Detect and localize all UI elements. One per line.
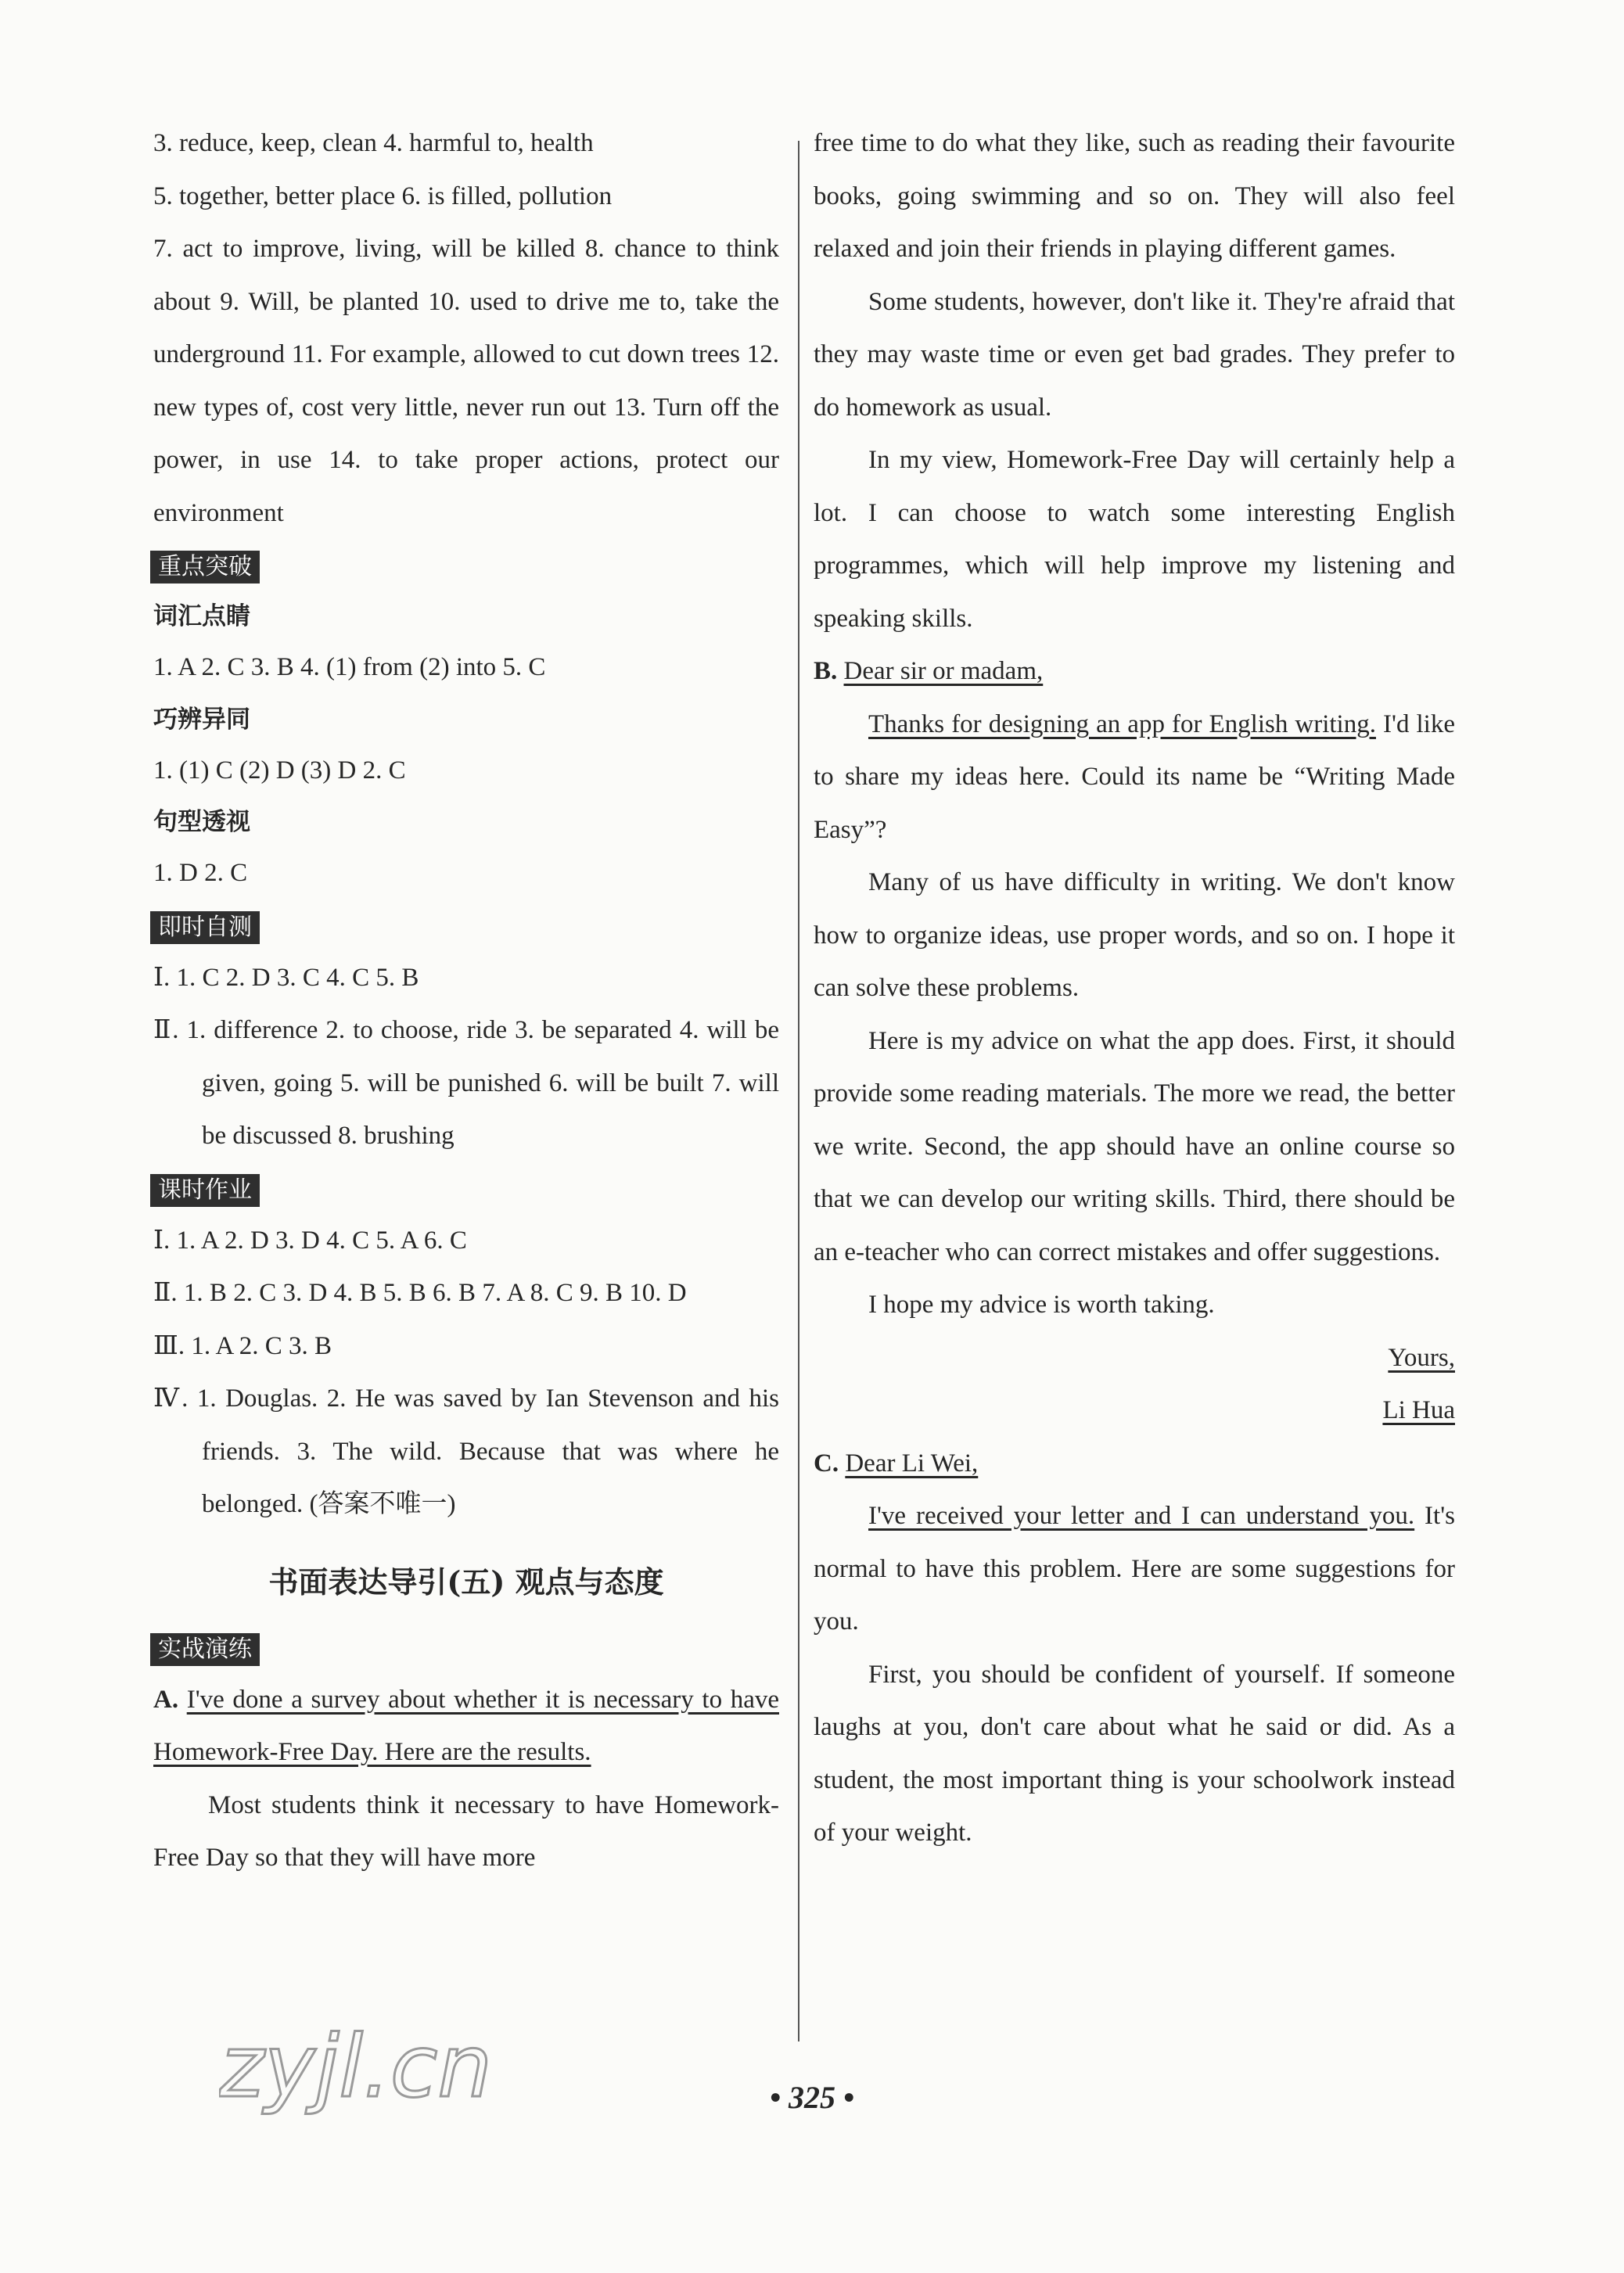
essay-paragraph [814, 698, 1455, 857]
answer-line: 5. together, better place 6. is filled, pollution [153, 181, 613, 210]
essay-paragraph: Some students, however, don't like it. They're afraid that they may waste time or even get bad grades. They prefer to do homework as usual. [814, 287, 1455, 422]
underlined-sentence: I've received your letter and I can understand you. [868, 1502, 1415, 1530]
essay-paragraph: Here is my advice on what the app does. First, it should provide some reading materials. The more we read, the better we write. Second, the app should have an online course so that we can develop our writing skills. Third, there should be an e-teacher who can correct mistakes and offer suggestions. [814, 1026, 1455, 1266]
essay-paragraph: In my view, Homework-Free Day will certainly help a lot. I can choose to watch some interesting English programmes, which will help improve my listening and speaking skills. [814, 446, 1455, 633]
section-tag-shizhan: 实战演练 [150, 1633, 260, 1666]
essay-paragraph: I hope my advice is worth taking. [868, 1291, 1215, 1319]
answer-line: 1. (1) C (2) D (3) D 2. C [153, 756, 406, 785]
signature [814, 1384, 1455, 1438]
item-label: A. [153, 1685, 179, 1714]
closing-text: Yours, [1388, 1343, 1455, 1372]
section-title: 书面表达导引(五) 观点与态度 [268, 1564, 664, 1600]
essay-a-intro [153, 1674, 779, 1779]
essay-paragraph: First, you should be confident of yourself. If someone laughs at you, don't care about what he said or did. As a student, the most important thing is your schoolwork instead of your weight. [814, 1660, 1455, 1847]
underlined-sentence: I've done a survey about whether it is necessary to have Homework-Free Day. Here are the results. [153, 1685, 779, 1766]
essay-paragraph [814, 1490, 1455, 1649]
subheading-cihui: 词汇点睛 [153, 602, 250, 630]
answer-paragraph: Ⅱ. 1. B 2. C 3. D 4. B 5. B 6. B 7. A 8. C 9. B 10. D [153, 1279, 687, 1307]
answer-line: 3. reduce, keep, clean 4. harmful to, health [153, 129, 594, 157]
greeting: Dear sir or madam, [843, 657, 1044, 685]
section-tag-zhongdian: 重点突破 [150, 551, 260, 584]
item-label: B. [814, 657, 838, 685]
answer-paragraph: Ⅱ. 1. difference 2. to choose, ride 3. be separated 4. will be given, going 5. will be punished 6. will be built 7. will be discussed 8. brushing [153, 1016, 779, 1150]
svg-text:zyjl.cn: zyjl.cn [219, 2018, 493, 2117]
essay-paragraph: Most students think it necessary to have Homework-Free Day so that they will have more [153, 1790, 779, 1872]
left-column [153, 117, 779, 1885]
right-column [814, 117, 1455, 1860]
essay-paragraph: free time to do what they like, such as reading their favourite books, going swimming and so on. They will also feel relaxed and join their friends in playing different games. [814, 129, 1455, 263]
greeting: Dear Li Wei, [845, 1449, 979, 1478]
subheading-juxing: 句型透视 [153, 808, 250, 836]
answer-paragraph: 7. act to improve, living, will be killed 8. chance to think about 9. Will, be planted 10. used to drive me to, take the underground 11. For example, allowed to cut down trees 12. new types of, cost very little, never run out 13. Turn off the power, in use 14. to take proper actions, protect our environment [153, 235, 779, 527]
sentence-rest: I'd like to share my ideas here. Could its name be “Writing Made Easy”? [814, 709, 1456, 844]
page-number: • 325 • [769, 2080, 854, 2115]
signature-text: Li Hua [1382, 1396, 1455, 1424]
section-tag-keshi: 课时作业 [150, 1174, 260, 1207]
answer-paragraph: Ⅳ. 1. Douglas. 2. He was saved by Ian Stevenson and his friends. 3. The wild. Because that was where he belonged. (答案不唯一) [153, 1384, 779, 1518]
section-tag-jishi: 即时自测 [150, 911, 260, 944]
underlined-sentence: Thanks for designing an app for English writing. [868, 709, 1376, 738]
essay-b-greeting [814, 645, 1455, 698]
column-divider [798, 141, 799, 2041]
answer-line: Ⅰ. 1. A 2. D 3. D 4. C 5. A 6. C [153, 1226, 467, 1255]
answer-line: Ⅲ. 1. A 2. C 3. B [153, 1331, 332, 1360]
item-label: C. [814, 1449, 839, 1478]
closing [814, 1332, 1455, 1385]
essay-c-greeting [814, 1438, 1455, 1491]
answer-line: 1. A 2. C 3. B 4. (1) from (2) into 5. C [153, 653, 546, 681]
answer-line: Ⅰ. 1. C 2. D 3. C 4. C 5. B [153, 963, 419, 992]
sentence-rest: It's normal to have this problem. Here are some suggestions for you. [814, 1502, 1455, 1636]
subheading-qiaobian: 巧辨异同 [153, 705, 250, 734]
answer-line: 1. D 2. C [153, 859, 248, 887]
essay-paragraph: Many of us have difficulty in writing. We don't know how to organize ideas, use proper words, and so on. I hope it can solve these problems. [814, 868, 1455, 1002]
